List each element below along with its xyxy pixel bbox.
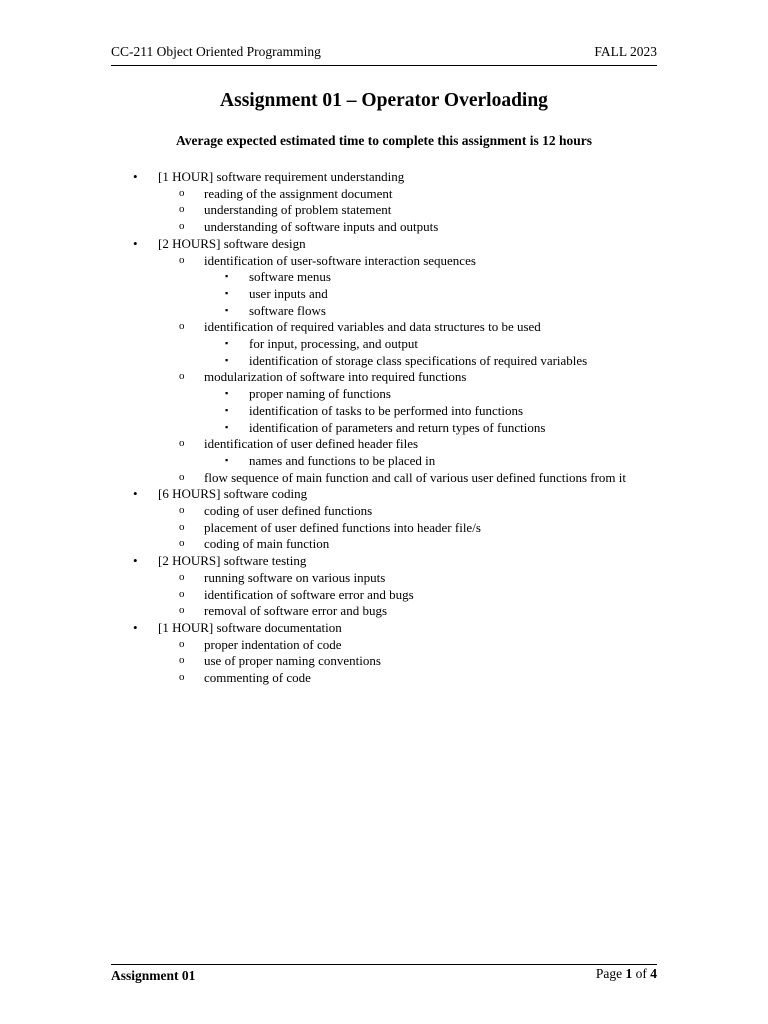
outline-item-text: identification of user-software interaction sequences [204,252,476,268]
circle-bullet-icon: o [179,220,185,233]
circle-bullet-icon: o [179,570,185,583]
page-total: 4 [650,966,657,981]
circle-bullet-icon: o [179,520,185,533]
bullet-icon: • [133,553,138,569]
circle-bullet-icon: o [179,587,185,600]
outline-item-text: for input, processing, and output [249,336,418,351]
outline-item-text: [1 HOUR] software documentation [158,619,342,635]
document-name: Assignment 01 [111,968,196,983]
circle-bullet-icon: o [179,654,185,667]
outline-item-text: running software on various inputs [204,569,386,585]
course-name: CC-211 Object Oriented Programming [111,44,321,59]
page-number [596,966,657,982]
square-bullet-icon: ▪ [225,287,229,298]
circle-bullet-icon: o [179,320,185,333]
outline-item-text: identification of storage class specifications of required variables [249,352,588,368]
circle-bullet-icon: o [179,253,185,266]
circle-bullet-icon: o [179,504,185,516]
outline-item-text: commenting of code [204,670,311,685]
outline-item-text: identification of required variables and data structures to be used [204,319,541,335]
outline-item-text: software flows [249,302,326,318]
circle-bullet-icon: o [179,537,185,550]
outline-item-text: modularization of software into required functions [204,369,467,385]
outline-item-text: proper indentation of code [204,636,342,652]
outline-item-text: coding of main function [204,536,330,552]
outline-item-text: user inputs and [249,285,328,301]
square-bullet-icon: ▪ [225,404,229,415]
page-current: 1 [625,966,633,981]
outline-item-text: understanding of software inputs and outputs [204,219,439,235]
circle-bullet-icon: o [179,370,185,383]
square-bullet-icon: ▪ [225,354,229,365]
square-bullet-icon: ▪ [225,454,229,465]
outline-item-text: identification of software error and bugs [204,586,414,602]
circle-bullet-icon: o [179,637,185,650]
outline-item-text: [6 HOURS] software coding [158,486,308,502]
outline-item-text: names and functions to be placed in [249,452,436,468]
outline-item-text: [2 HOURS] software testing [158,553,307,569]
square-bullet-icon: ▪ [225,338,229,348]
bullet-icon: • [133,235,138,251]
circle-bullet-icon: o [179,437,185,450]
circle-bullet-icon: o [179,470,185,483]
circle-bullet-icon: o [179,186,185,199]
circle-bullet-icon: o [179,604,185,617]
outline-item-text: software menus [249,269,331,285]
circle-bullet-icon: o [179,671,185,683]
outline-item-text: removal of software error and bugs [204,603,388,619]
outline-item-text: proper naming of functions [249,386,391,402]
outline-item-text: use of proper naming conventions [204,653,381,669]
page-footer [111,966,657,986]
outline-item-text: [2 HOURS] software design [158,235,306,251]
outline-item-text: reading of the assignment document [204,185,393,201]
outline-item-text: flow sequence of main function and call of various user defined functions from it [204,469,627,485]
footer-rule [111,964,657,965]
square-bullet-icon: ▪ [225,421,229,432]
square-bullet-icon: ▪ [225,304,229,315]
square-bullet-icon: ▪ [225,271,229,282]
outline-item-text: [1 HOUR] software requirement understanding [158,169,405,184]
outline-item-text: identification of parameters and return types of functions [249,419,546,435]
page-title: Assignment 01 – Operator Overloading [220,90,548,111]
outline-item-text: identification of tasks to be performed into functions [249,402,524,418]
bullet-icon: • [133,169,138,184]
page-subtitle: Average expected estimated time to complete this assignment is 12 hours [176,133,592,148]
outline-item-text: identification of user defined header files [204,436,419,452]
page-of: of [632,966,651,981]
outline-item-text: coding of user defined functions [204,503,373,518]
square-bullet-icon: ▪ [225,388,229,399]
outline-item-text: understanding of problem statement [204,202,392,218]
bullet-icon: • [133,619,138,635]
circle-bullet-icon: o [179,203,185,216]
page-prefix: Page [595,966,626,981]
term: FALL 2023 [594,44,657,59]
bullet-icon: • [133,486,138,502]
outline-item-text: placement of user defined functions into header file/s [204,519,481,535]
